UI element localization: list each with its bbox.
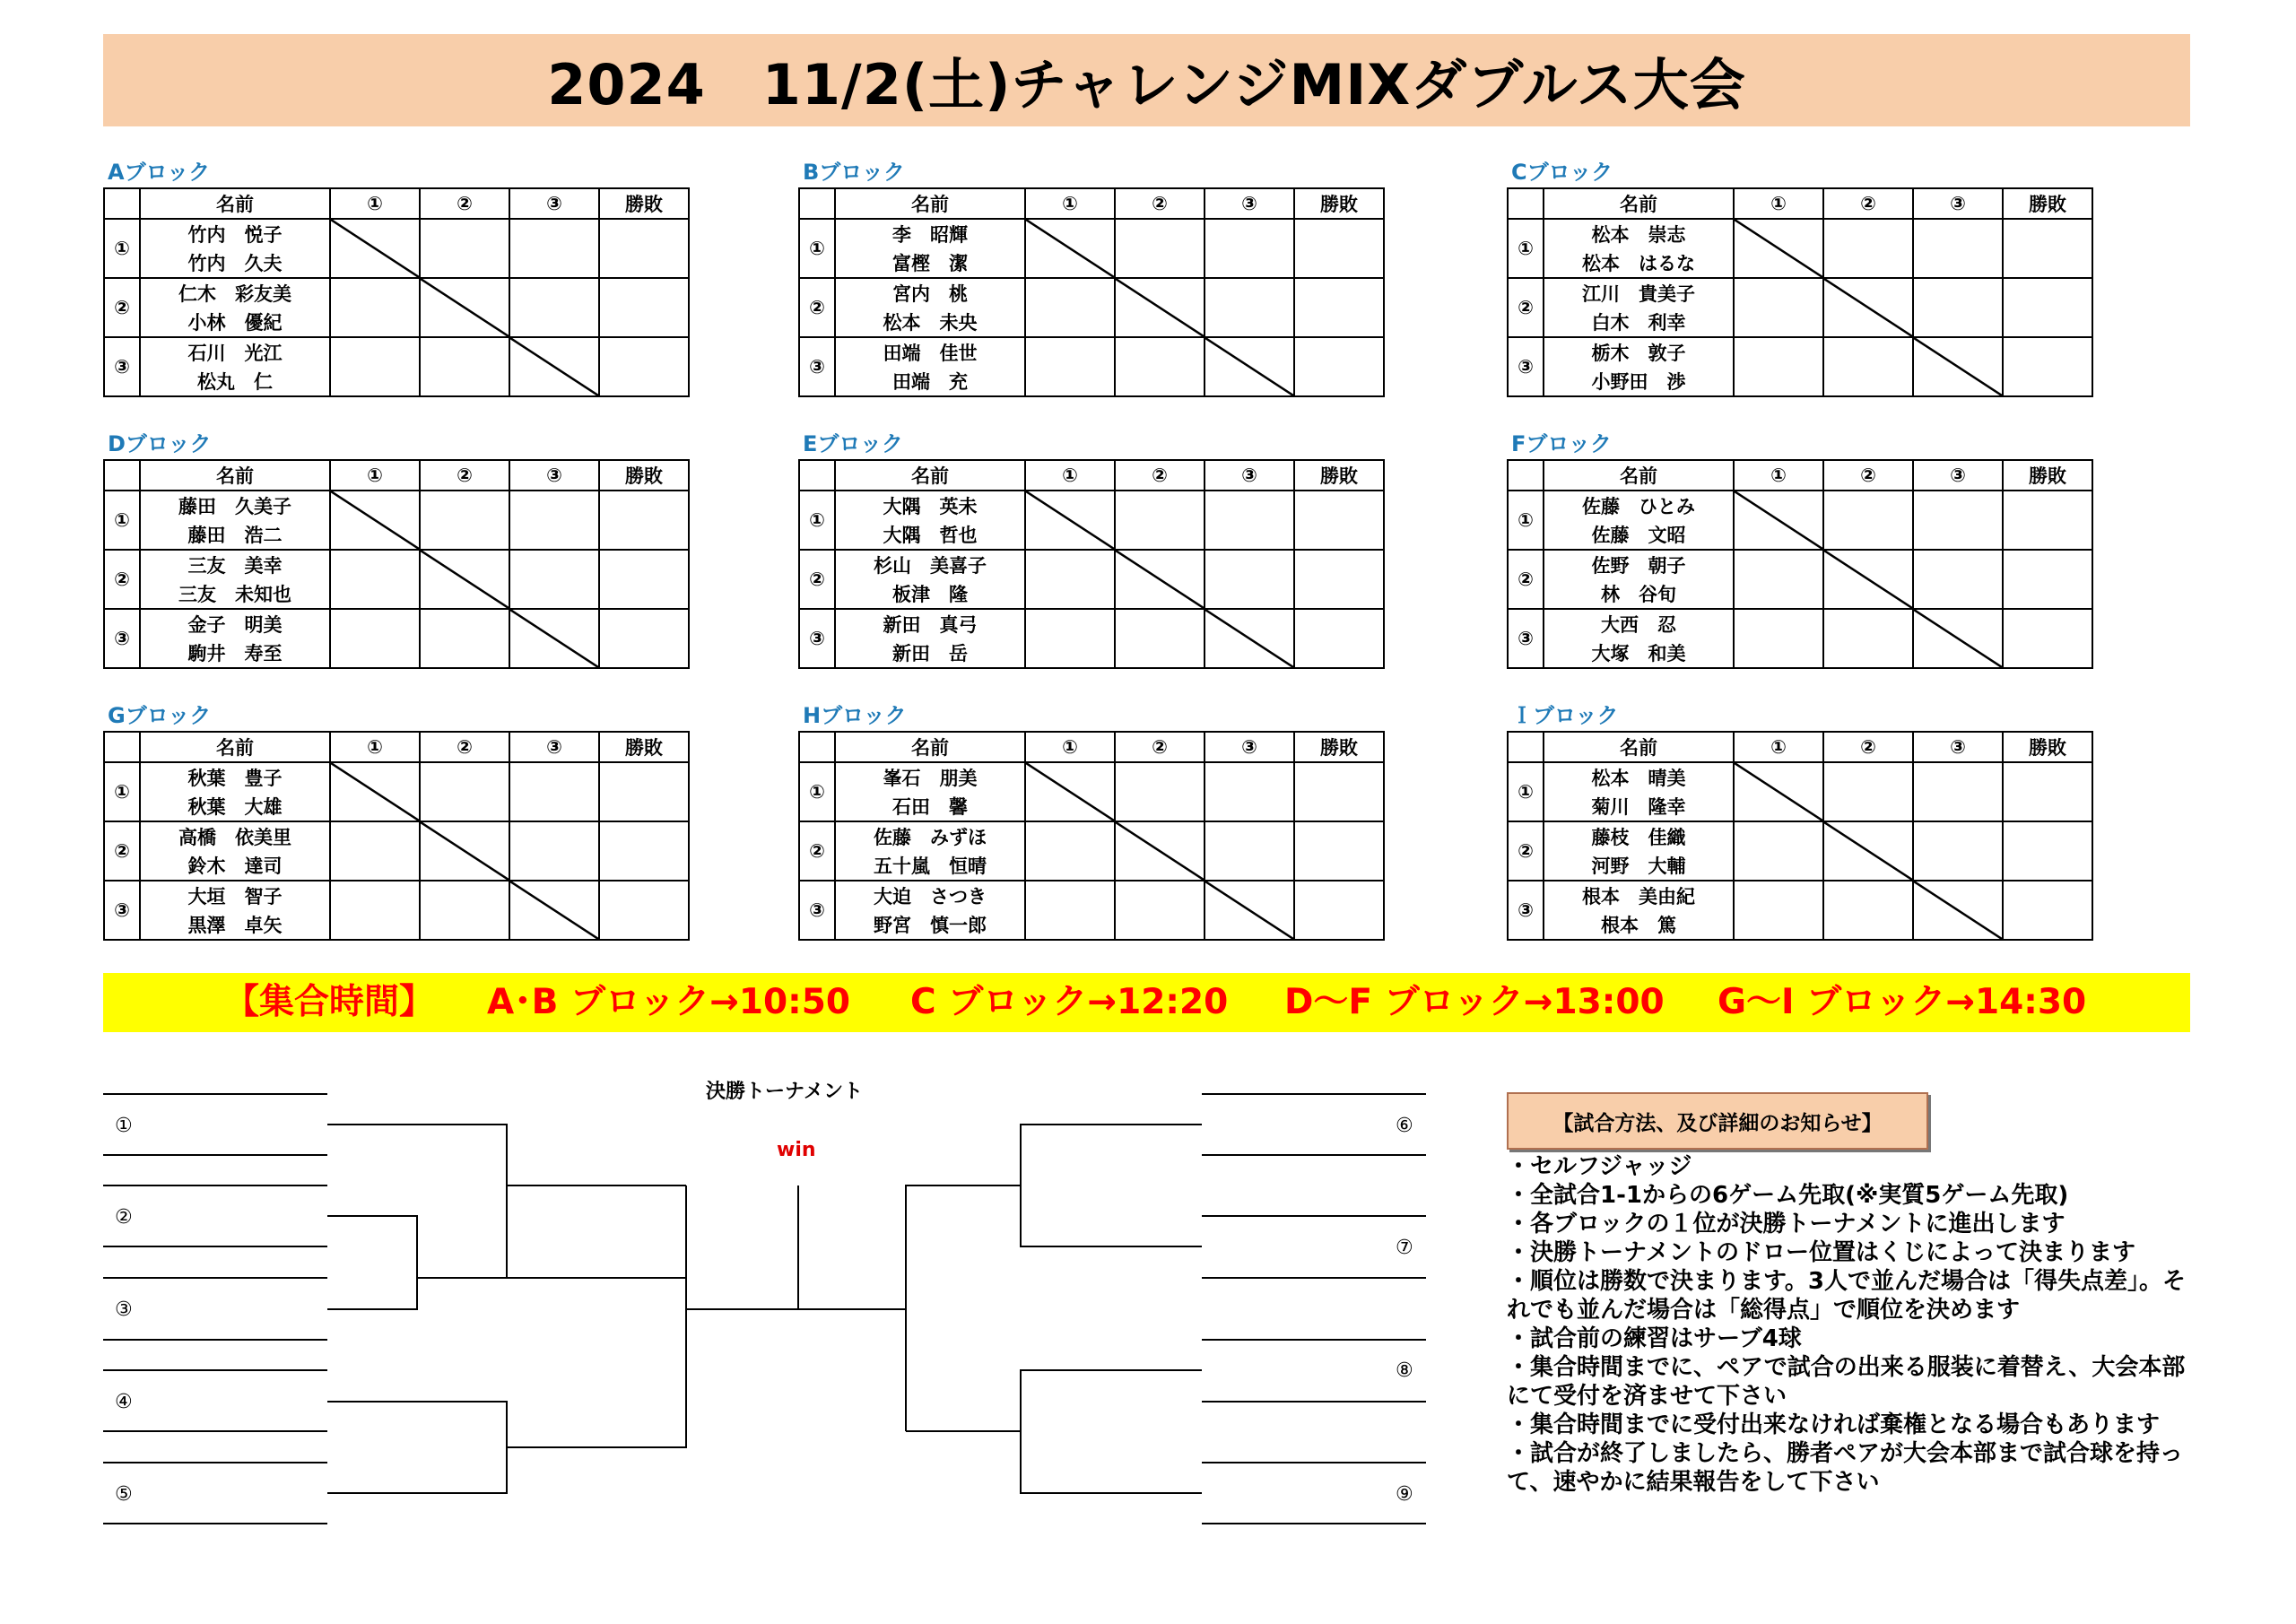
header-match-3: ③	[509, 732, 599, 762]
player-name: 杉山 美喜子	[835, 550, 1025, 579]
slot-label: ①	[115, 1115, 133, 1137]
block-label: Cブロック	[1511, 160, 1613, 185]
info-line: ・決勝トーナメントのドロー位置はくじによって決まります	[1507, 1239, 2135, 1266]
header-name: 名前	[835, 732, 1025, 762]
block-label: Bブロック	[803, 160, 905, 185]
pair-index: ①	[1508, 491, 1544, 550]
header-match-2: ②	[1115, 188, 1205, 219]
info-heading: 【試合方法、及び詳細のお知らせ】	[1552, 1111, 1883, 1135]
header-match-2: ②	[1115, 460, 1205, 491]
pair-index: ①	[799, 219, 835, 278]
info-line: ・集合時間までに受付出来なければ棄権となる場合もあります	[1507, 1411, 2161, 1438]
info-line: ・各ブロックの１位が決勝トーナメントに進出します	[1507, 1211, 2066, 1238]
header-match-2: ②	[420, 188, 509, 219]
info-line: ・試合が終了しましたら、勝者ペアが大会本部まで試合球を持って、速やかに結果報告をして下さい	[1507, 1440, 2184, 1496]
meeting-heading: 【集合時間】	[224, 982, 435, 1022]
pair-index: ①	[104, 491, 140, 550]
player-name: 根本 美由紀	[1544, 881, 1734, 910]
header-match-1: ①	[1734, 732, 1823, 762]
player-name: 大迫 さつき	[835, 881, 1025, 910]
header-match-2: ②	[1115, 732, 1205, 762]
meeting-time-df: D～F ブロック→13:00	[1284, 982, 1665, 1022]
header-result: 勝敗	[2003, 732, 2092, 762]
player-name: 田端 佳世	[835, 337, 1025, 367]
player-name: 根本 篤	[1544, 910, 1734, 940]
pair-index: ②	[104, 821, 140, 881]
page-title: 2024 11/2(土)チャレンジMIXダブルス大会	[547, 52, 1746, 117]
pair-index: ③	[104, 881, 140, 940]
player-name: 金子 明美	[140, 609, 330, 638]
player-name: 藤枝 佳織	[1544, 821, 1734, 851]
header-name: 名前	[140, 460, 330, 491]
player-name: 小林 優紀	[140, 308, 330, 337]
player-name: 竹内 久夫	[140, 248, 330, 278]
block-label: Fブロック	[1511, 431, 1612, 456]
player-name: 河野 大輔	[1544, 851, 1734, 881]
header-match-1: ①	[1734, 188, 1823, 219]
player-name: 大西 忍	[1544, 609, 1734, 638]
header-match-3: ③	[1913, 188, 2003, 219]
header-name: 名前	[835, 188, 1025, 219]
pair-index: ③	[799, 881, 835, 940]
player-name: 佐野 朝子	[1544, 550, 1734, 579]
header-match-1: ①	[1025, 732, 1115, 762]
pair-index: ②	[799, 550, 835, 609]
player-name: 田端 充	[835, 367, 1025, 396]
header-match-2: ②	[1823, 732, 1913, 762]
pair-index: ③	[1508, 609, 1544, 668]
player-name: 松本 崇志	[1544, 219, 1734, 248]
player-name: 三友 美幸	[140, 550, 330, 579]
pair-index: ①	[799, 762, 835, 821]
pair-index: ②	[1508, 821, 1544, 881]
player-name: 松本 はるな	[1544, 248, 1734, 278]
header-result: 勝敗	[1294, 732, 1384, 762]
player-name: 佐藤 文昭	[1544, 520, 1734, 550]
header-match-2: ②	[420, 732, 509, 762]
meeting-time-c: C ブロック→12:20	[910, 982, 1229, 1022]
info-line: ・セルフジャッジ	[1507, 1153, 1692, 1180]
header-name: 名前	[1544, 188, 1734, 219]
header-name: 名前	[1544, 460, 1734, 491]
block-label: Dブロック	[108, 431, 212, 456]
pair-index: ①	[1508, 219, 1544, 278]
player-name: 板津 隆	[835, 579, 1025, 609]
tournament-title: 決勝トーナメント	[706, 1081, 864, 1103]
player-name: 三友 未知也	[140, 579, 330, 609]
slot-label: ⑤	[115, 1483, 133, 1506]
win-label: win	[777, 1139, 816, 1161]
player-name: 大垣 智子	[140, 881, 330, 910]
bracket-lines	[103, 1094, 1426, 1524]
header-name: 名前	[835, 460, 1025, 491]
pair-index: ①	[104, 762, 140, 821]
player-name: 駒井 寿至	[140, 638, 330, 668]
info-line: ・集合時間までに、ペアで試合の出来る服装に着替え、大会本部にて受付を済ませて下さい	[1507, 1354, 2186, 1410]
player-name: 李 昭輝	[835, 219, 1025, 248]
header-match-1: ①	[330, 732, 420, 762]
player-name: 高橋 依美里	[140, 821, 330, 851]
block-label: Ｉブロック	[1511, 703, 1619, 728]
header-match-1: ①	[330, 188, 420, 219]
slot-label: ⑥	[1396, 1115, 1413, 1137]
slot-label: ②	[115, 1206, 133, 1229]
info-line: ・全試合1-1からの6ゲーム先取(※実質5ゲーム先取)	[1507, 1182, 2069, 1209]
pair-index: ③	[104, 609, 140, 668]
player-name: 白木 利幸	[1544, 308, 1734, 337]
pair-index: ①	[799, 491, 835, 550]
player-name: 五十嵐 恒晴	[835, 851, 1025, 881]
player-name: 宮内 桃	[835, 278, 1025, 308]
header-match-3: ③	[1913, 732, 2003, 762]
player-name: 新田 真弓	[835, 609, 1025, 638]
pair-index: ②	[799, 821, 835, 881]
header-match-1: ①	[1025, 188, 1115, 219]
player-name: 佐藤 ひとみ	[1544, 491, 1734, 520]
player-name: 菊川 隆幸	[1544, 792, 1734, 821]
player-name: 仁木 彩友美	[140, 278, 330, 308]
block-label: Eブロック	[803, 431, 903, 456]
player-name: 秋葉 大雄	[140, 792, 330, 821]
pair-index: ③	[104, 337, 140, 396]
header-match-3: ③	[1913, 460, 2003, 491]
player-name: 鈴木 達司	[140, 851, 330, 881]
header-match-1: ①	[1734, 460, 1823, 491]
slot-label: ④	[115, 1391, 133, 1413]
header-name: 名前	[1544, 732, 1734, 762]
block-label: Hブロック	[803, 703, 907, 728]
player-name: 新田 岳	[835, 638, 1025, 668]
player-name: 江川 貴美子	[1544, 278, 1734, 308]
header-name: 名前	[140, 732, 330, 762]
slot-label: ⑧	[1396, 1359, 1413, 1382]
player-name: 黒澤 卓矢	[140, 910, 330, 940]
header-match-2: ②	[420, 460, 509, 491]
header-result: 勝敗	[1294, 188, 1384, 219]
player-name: 大隅 哲也	[835, 520, 1025, 550]
header-name: 名前	[140, 188, 330, 219]
slot-label: ⑨	[1396, 1483, 1413, 1506]
header-match-3: ③	[509, 460, 599, 491]
player-name: 野宮 慎一郎	[835, 910, 1025, 940]
pair-index: ③	[1508, 337, 1544, 396]
player-name: 林 谷旬	[1544, 579, 1734, 609]
meeting-time-ab: A･B ブロック→10:50	[487, 982, 851, 1022]
pair-index: ③	[799, 609, 835, 668]
header-result: 勝敗	[599, 460, 689, 491]
slot-label: ③	[115, 1298, 133, 1321]
header-match-3: ③	[1205, 188, 1294, 219]
player-name: 秋葉 豊子	[140, 762, 330, 792]
player-name: 峯石 朋美	[835, 762, 1025, 792]
pair-index: ①	[1508, 762, 1544, 821]
pair-index: ②	[104, 278, 140, 337]
player-name: 石田 馨	[835, 792, 1025, 821]
player-name: 栃木 敦子	[1544, 337, 1734, 367]
header-result: 勝敗	[1294, 460, 1384, 491]
player-name: 松丸 仁	[140, 367, 330, 396]
info-line: ・順位は勝数で決まります。3人で並んだ場合は「得失点差」。それでも並んだ場合は「総得点」で順位を決めます	[1507, 1268, 2187, 1324]
player-name: 石川 光江	[140, 337, 330, 367]
pair-index: ②	[799, 278, 835, 337]
player-name: 竹内 悦子	[140, 219, 330, 248]
player-name: 佐藤 みずほ	[835, 821, 1025, 851]
header-result: 勝敗	[599, 732, 689, 762]
info-list	[1507, 1152, 2188, 1497]
pair-index: ③	[1508, 881, 1544, 940]
pair-index: ②	[1508, 278, 1544, 337]
player-name: 松本 未央	[835, 308, 1025, 337]
header-match-3: ③	[509, 188, 599, 219]
player-name: 藤田 久美子	[140, 491, 330, 520]
pair-index: ②	[1508, 550, 1544, 609]
player-name: 松本 晴美	[1544, 762, 1734, 792]
pair-index: ③	[799, 337, 835, 396]
header-match-2: ②	[1823, 460, 1913, 491]
header-result: 勝敗	[2003, 188, 2092, 219]
header-match-1: ①	[1025, 460, 1115, 491]
header-result: 勝敗	[599, 188, 689, 219]
block-label: Aブロック	[108, 160, 211, 185]
player-name: 藤田 浩二	[140, 520, 330, 550]
header-match-2: ②	[1823, 188, 1913, 219]
info-line: ・試合前の練習はサーブ4球	[1507, 1325, 1802, 1352]
pair-index: ②	[104, 550, 140, 609]
pair-index: ①	[104, 219, 140, 278]
meeting-time-gi: G～I ブロック→14:30	[1718, 982, 2087, 1022]
header-match-3: ③	[1205, 732, 1294, 762]
header-match-1: ①	[330, 460, 420, 491]
player-name: 小野田 渉	[1544, 367, 1734, 396]
header-match-3: ③	[1205, 460, 1294, 491]
slot-label: ⑦	[1396, 1237, 1413, 1259]
block-label: Gブロック	[108, 703, 212, 728]
player-name: 富樫 潔	[835, 248, 1025, 278]
header-result: 勝敗	[2003, 460, 2092, 491]
player-name: 大塚 和美	[1544, 638, 1734, 668]
info-heading-box	[1507, 1092, 1928, 1150]
player-name: 大隅 英未	[835, 491, 1025, 520]
